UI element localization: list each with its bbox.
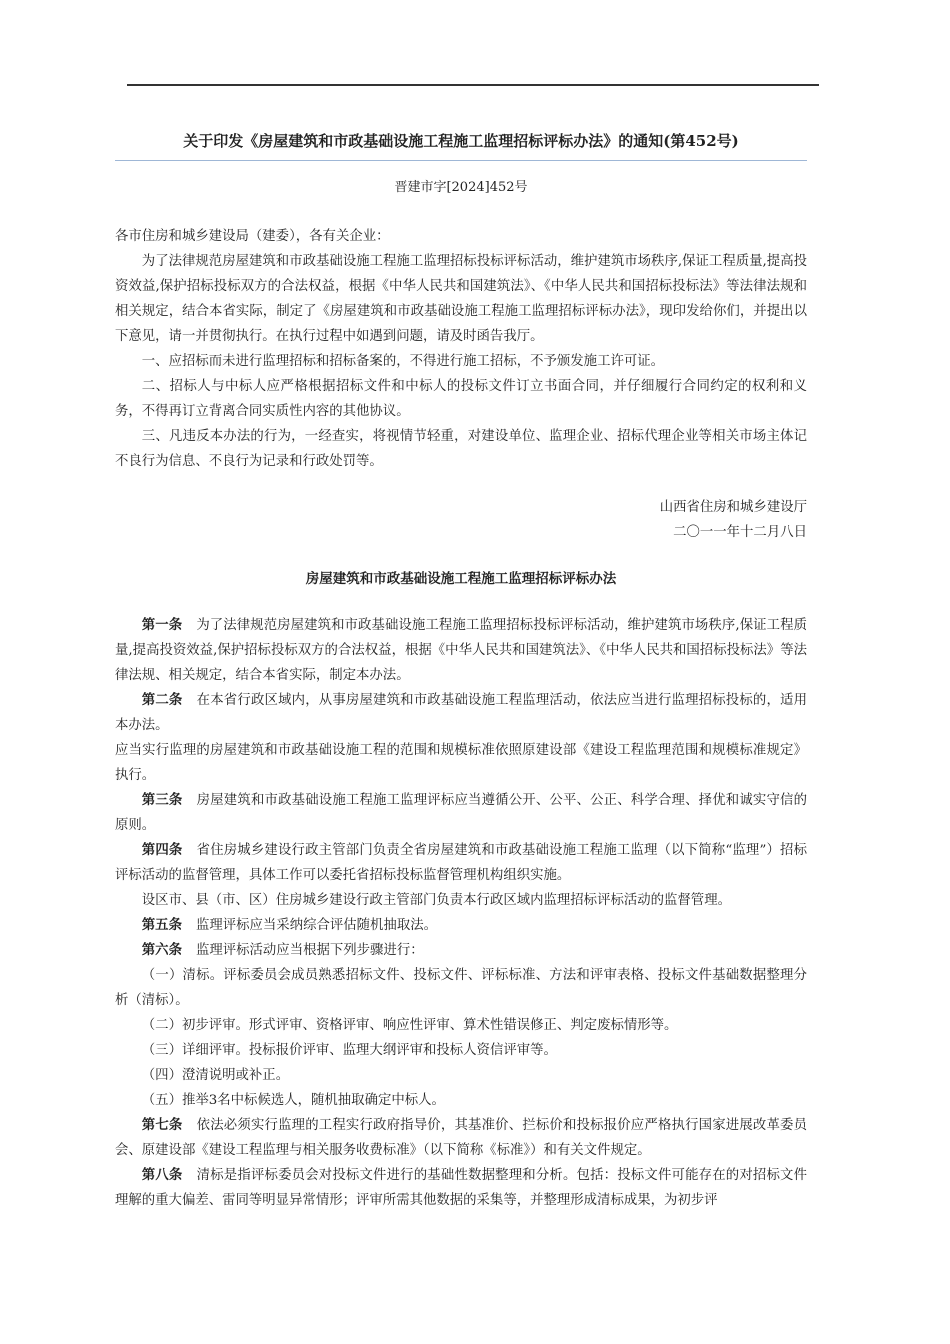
header-divider (127, 84, 819, 86)
article-7 (115, 1113, 807, 1163)
article-text: 房屋建筑和市政基础设施工程施工监理评标应当遵循公开、公平、公正、科学合理、择优和诚实守信的原则。 (115, 793, 807, 833)
article-text: 在本省行政区域内，从事房屋建筑和市政基础设施工程监理活动，依法应当进行监理招标投标的，适用本办法。 (115, 693, 807, 733)
article-text: 省住房城乡建设行政主管部门负责全省房屋建筑和市政基础设施工程施工监理（以下简称“监理”）招标评标活动的监督管理，具体工作可以委托省招标投标监督管理机构组织实施。 (115, 843, 807, 883)
notice-paragraph: 三、凡违反本办法的行为，一经查实，将视情节轻重，对建设单位、监理企业、招标代理企业等相关市场主体记不良行为信息、不良行为记录和行政处罚等。 (115, 429, 807, 469)
article-label: 第四条 (141, 842, 183, 858)
article-label: 第六条 (141, 942, 182, 958)
step-item: （五）推举3名中标候选人，随机抽取确定中标人。 (141, 1093, 445, 1108)
article-label: 第二条 (141, 692, 183, 708)
signature-block (115, 495, 807, 545)
step-item: （一）清标。评标委员会成员熟悉招标文件、投标文件、评标标准、方法和评审表格、投标文件基础数据整理分析（清标）。 (115, 968, 807, 1008)
article-2-extra: 应当实行监理的房屋建筑和市政基础设施工程的范围和规模标准依照原建设部《建设工程监理范围和规模标准规定》执行。 (115, 743, 807, 783)
salutation: 各市住房和城乡建设局（建委），各有关企业： (115, 229, 390, 244)
article-4 (115, 838, 807, 888)
signature-date: 二〇一一年十二月八日 (673, 525, 807, 540)
article-2 (115, 688, 807, 738)
step-item: （四）澄清说明或补正。 (141, 1068, 290, 1083)
article-label: 第七条 (141, 1117, 183, 1133)
measures-title: 房屋建筑和市政基础设施工程施工监理招标评标办法 (305, 571, 617, 587)
notice-paragraph: 一、应招标而未进行监理招标和招标备案的，不得进行施工招标，不予颁发施工许可证。 (141, 354, 665, 369)
article-label: 第一条 (141, 617, 183, 633)
measures-body (115, 613, 807, 1213)
signature-org: 山西省住房和城乡建设厅 (659, 500, 807, 515)
notice-body (115, 224, 807, 474)
article-text: 依法必须实行监理的工程实行政府指导价，其基准价、拦标价和投标报价应严格执行国家进展改革委员会、原建设部《建设工程监理与相关服务收费标准》（以下简称《标准》）和有关文件规定。 (115, 1118, 807, 1158)
article-text: 为了法律规范房屋建筑和市政基础设施工程施工监理招标投标评标活动，维护建筑市场秩序,保证工程质量,提高投资效益,保护招标投标双方的合法权益，根据《中华人民共和国建筑法》、《中华人民共和国招标投标法》等法律法规、相关规定，结合本省实际，制定本办法。 (115, 618, 807, 683)
notice-paragraph: 二、招标人与中标人应严格根据招标文件和中标人的投标文件订立书面合同，并仔细履行合同约定的权利和义务，不得再订立背离合同实质性内容的其他协议。 (115, 379, 807, 419)
article-3 (115, 788, 807, 838)
step-item: （三）详细评审。投标报价评审、监理大纲评审和投标人资信评审等。 (141, 1043, 557, 1058)
document-number: 晋建市字[2024]452号 (394, 180, 528, 195)
title-divider (115, 160, 807, 161)
article-5 (115, 913, 807, 938)
step-item: （二）初步评审。形式评审、资格评审、响应性评审、算术性错误修正、判定废标情形等。 (141, 1018, 678, 1033)
notice-paragraph: 为了法律规范房屋建筑和市政基础设施工程施工监理招标投标评标活动，维护建筑市场秩序,保证工程质量,提高投资效益,保护招标投标双方的合法权益，根据《中华人民共和国建筑法》、《中华人民共和国招标投标法》等法律法规和相关规定，结合本省实际，制定了《房屋建筑和市政基础设施工程施工监理招标评标办法》，现印发给你们，并提出以下意见，请一并贯彻执行。在执行过程中如遇到问题，请及时函告我厅。 (115, 254, 807, 344)
article-1 (115, 613, 807, 688)
article-label: 第五条 (141, 917, 182, 933)
article-text: 清标是指评标委员会对投标文件进行的基础性数据整理和分析。包括：投标文件可能存在的对招标文件理解的重大偏差、雷同等明显异常情形；评审所需其他数据的采集等，并整理形成清标成果，为初步评 (115, 1168, 807, 1208)
article-4-extra: 设区市、县（市、区）住房城乡建设行政主管部门负责本行政区域内监理招标评标活动的监督管理。 (141, 893, 731, 908)
article-8 (115, 1163, 807, 1213)
article-text: 监理评标应当采纳综合评估随机抽取法。 (195, 918, 437, 933)
article-label: 第三条 (141, 792, 183, 808)
article-text: 监理评标活动应当根据下列步骤进行： (195, 943, 424, 958)
article-6 (115, 938, 807, 963)
article-label: 第八条 (141, 1167, 183, 1183)
notice-title: 关于印发《房屋建筑和市政基础设施工程施工监理招标评标办法》的通知(第452号) (183, 132, 739, 150)
